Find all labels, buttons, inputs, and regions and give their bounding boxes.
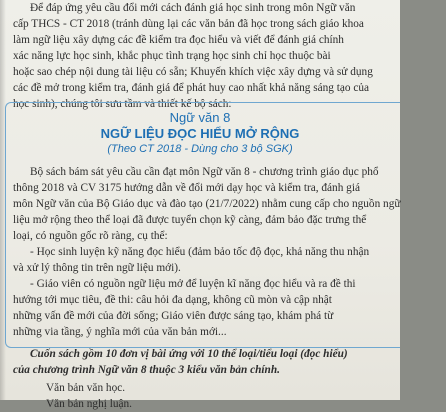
body-line: những vấn đề mới của đời sống; Giáo viên được sáng tạo, khám phá từ	[13, 310, 334, 322]
structure-heading: Cuốn sách gồm 10 đơn vị bài ứng với 10 thể loại/tiểu loại (đọc hiểu)	[30, 348, 348, 360]
text-type-item: Văn bản nghị luận.	[46, 398, 132, 410]
body-line: loại, có nguồn gốc rõ ràng, cụ thể:	[13, 230, 168, 242]
body-line: những via tầng, ý nghĩa mới của văn bản mới...	[13, 326, 227, 338]
intro-line: các đề mở trong kiểm tra, đánh giá để phát huy cao nhất khả năng sáng tạo của	[13, 82, 370, 94]
body-line: liệu mở rộng theo thể loại đã được tuyển chọn kỹ càng, đảm bảo đặc trưng thể	[13, 214, 367, 226]
body-line: - Giáo viên có nguồn ngữ liệu mở để luyện kĩ năng đọc hiểu và ra đề thi	[30, 278, 356, 290]
body-line: thông 2018 và CV 3175 hướng dẫn về đổi mới dạy học và kiểm tra, đánh giá	[13, 182, 360, 194]
intro-line: hoặc sao chép nội dung tài liệu có sẵn; Khuyến khích việc xây dựng và sử dụng	[13, 66, 373, 78]
intro-line: xác năng lực học sinh, khắc phục tình trạng học sinh chỉ học thuộc bài	[13, 50, 331, 62]
box-title: NGỮ LIỆU ĐỌC HIỂU MỞ RỘNG	[100, 126, 300, 141]
box-subtitle: (Theo CT 2018 - Dùng cho 3 bộ SGK)	[107, 143, 293, 155]
body-line: - Học sinh luyện kỹ năng đọc hiểu (đảm bảo tốc độ đọc, khả năng thu nhận	[30, 246, 370, 258]
body-line: Bộ sách bám sát yêu cầu cần đạt môn Ngữ văn 8 - chương trình giáo dục phổ	[30, 166, 379, 178]
intro-line: cấp THCS - CT 2018 (tránh dùng lại các văn bản đã học trong sách giáo khoa	[13, 18, 364, 30]
intro-line: làm ngữ liệu xây dựng các đề kiểm tra đọc hiểu và viết để đánh giá chính	[13, 34, 344, 46]
body-line: môn Ngữ văn của Bộ Giáo dục và đào tạo (21/7/2022) nhằm cung cấp cho nguồn ngữ	[13, 198, 401, 210]
text-type-item: Văn bản văn học.	[46, 382, 126, 394]
box-subject: Ngữ văn 8	[169, 110, 231, 125]
intro-line: Để đáp ứng yêu cầu đổi mới cách đánh giá học sinh trong môn Ngữ văn	[30, 2, 356, 14]
body-line: hướng tới mục tiêu, đề thi: câu hỏi đa dạng, không cũ mòn và cập nhật	[13, 294, 332, 306]
intro-line: học sinh), chúng tôi sưu tầm và thiết kế bộ sách:	[13, 98, 232, 110]
structure-heading: của chương trình Ngữ văn 8 thuộc 3 kiểu văn bản chính.	[13, 364, 280, 376]
body-line: và xử lý thông tin trên ngữ liệu mới).	[13, 262, 181, 274]
